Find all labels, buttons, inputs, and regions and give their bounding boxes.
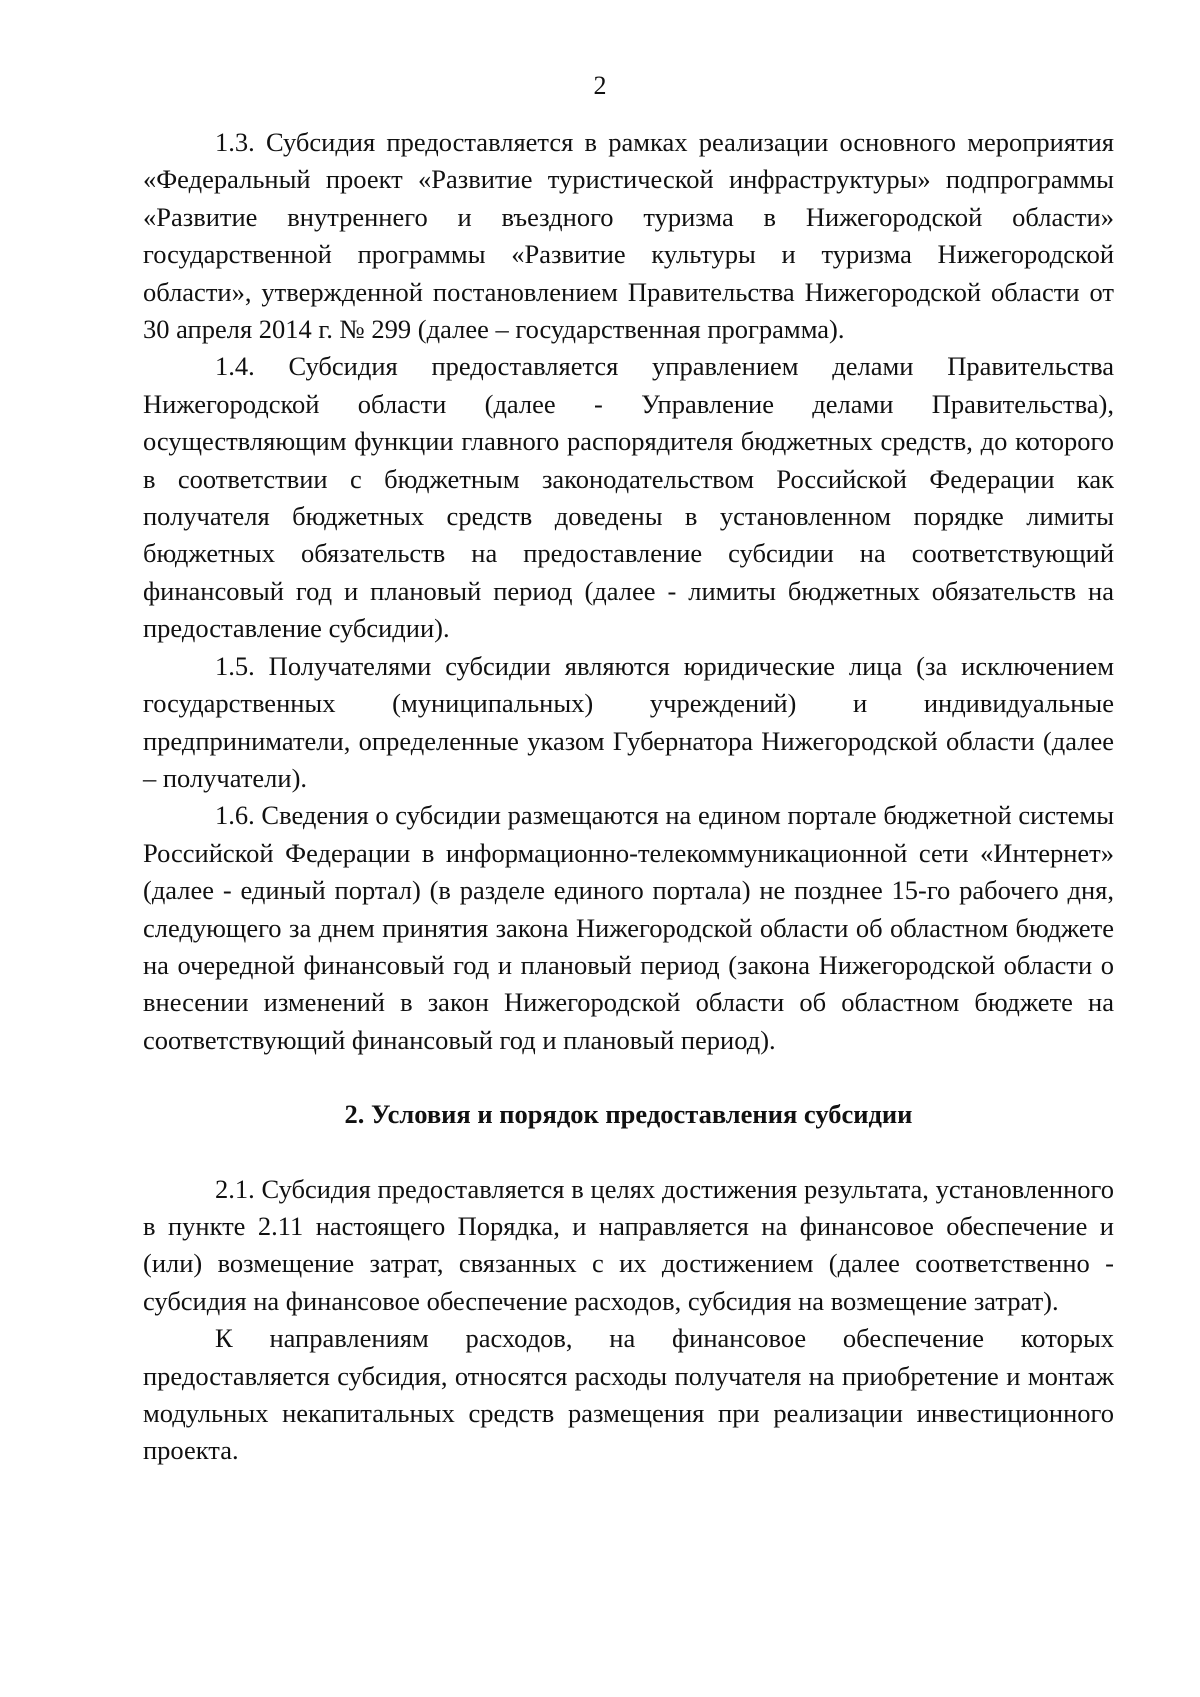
document-body (143, 124, 1114, 1470)
page-number: 2 (593, 71, 607, 100)
paragraph-2-1-expense-directions: К направлениям расходов, на финансовое обеспечение которых предоставляется субсидия, относятся расходы получателя на приобретение и монтаж модульных некапитальных средств размещения при реализации инвестиционного проекта. (143, 1323, 1114, 1466)
paragraph-1-6: 1.6. Сведения о субсидии размещаются на едином портале бюджетной системы Российской Федерации в информационно-телекоммуникационной сети «Интернет» (далее - единый портал) (в разделе единого портала) не позднее 15-го рабочего дня, следующего за днем принятия закона Нижегородской области об областном бюджете на очередной финансовый год и плановый период (закона Нижегородской области о внесении изменений в закон Нижегородской области об областном бюджете на соответствующий финансовый год и плановый период). (143, 800, 1114, 1055)
section-2-heading: 2. Условия и порядок предоставления субсидии (344, 1099, 913, 1130)
paragraph-1-4: 1.4. Субсидия предоставляется управлением делами Правительства Нижегородской области (далее - Управление делами Правительства), осуществляющим функции главного распорядителя бюджетных средств, до которого в соответствии с бюджетным законодательством Российской Федерации как получателя бюджетных средств доведены в установленном порядке лимиты бюджетных обязательств на предоставление субсидии на соответствующий финансовый год и плановый период (далее - лимиты бюджетных обязательств на предоставление субсидии). (143, 351, 1114, 644)
paragraph-1-3: 1.3. Субсидия предоставляется в рамках реализации основного мероприятия «Федеральный проект «Развитие туристической инфраструктуры» подпрограммы «Развитие внутреннего и въездного туризма в Нижегородской области» государственной программы «Развитие культуры и туризма Нижегородской области», утвержденной постановлением Правительства Нижегородской области от 30 апреля 2014 г. № 299 (далее – государственная программа). (143, 127, 1114, 345)
paragraph-1-5: 1.5. Получателями субсидии являются юридические лица (за исключением государственных (муниципальных) учреждений) и индивидуальные предприниматели, определенные указом Губернатора Нижегородской области (далее – получатели). (143, 650, 1114, 793)
paragraph-2-1: 2.1. Субсидия предоставляется в целях достижения результата, установленного в пункте 2.11 настоящего Порядка, и направляется на финансовое обеспечение и (или) возмещение затрат, связанных с их достижением (далее соответственно - субсидия на финансовое обеспечение расходов, субсидия на возмещение затрат). (143, 1173, 1114, 1316)
